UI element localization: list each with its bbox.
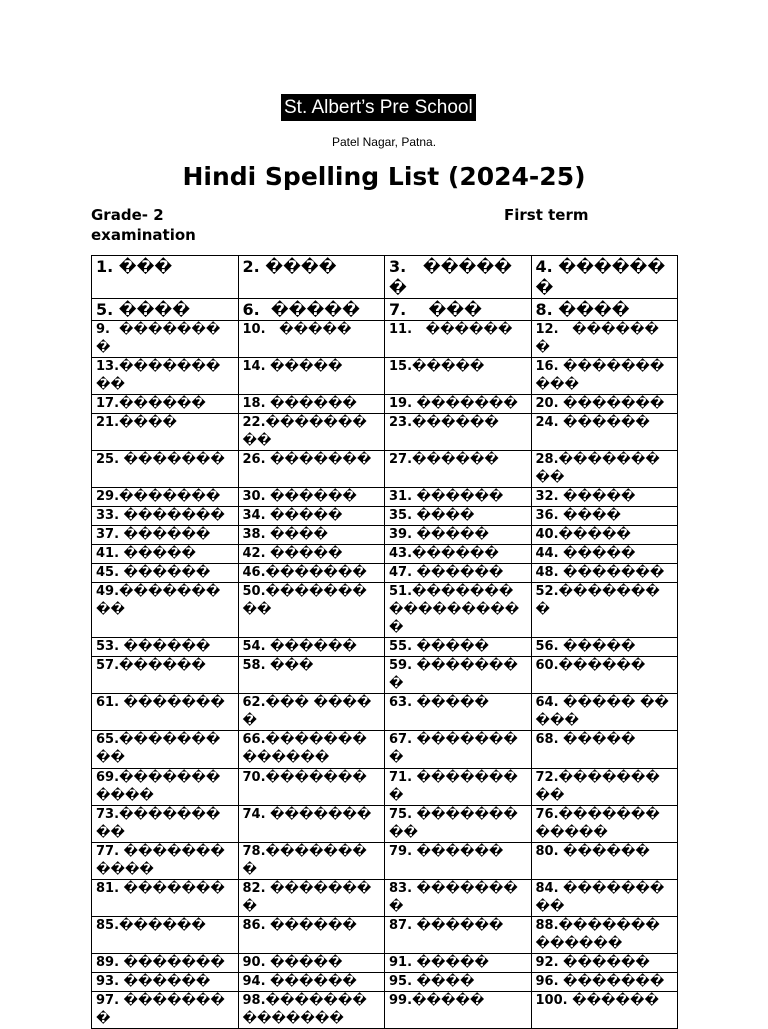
spelling-word-cell: 51.����������������� xyxy=(385,583,532,638)
spelling-word-cell: 95. ���� xyxy=(385,973,532,992)
spelling-word-cell: 57.������ xyxy=(92,657,239,694)
spelling-word-cell: 56. ����� xyxy=(531,638,678,657)
spelling-word-cell: 67. �������� xyxy=(385,731,532,769)
spelling-word-cell: 74. ������� xyxy=(238,806,385,843)
spelling-word-cell: 86. ������ xyxy=(238,917,385,954)
table-row xyxy=(92,256,678,299)
spelling-word-cell: 13.��������� xyxy=(92,358,239,395)
spelling-word-cell: 91. ����� xyxy=(385,954,532,973)
spelling-word-cell: 87. ������ xyxy=(385,917,532,954)
table-row xyxy=(92,583,678,638)
spelling-word-cell: 53. ������ xyxy=(92,638,239,657)
table-row xyxy=(92,321,678,358)
spelling-word-cell: 15.����� xyxy=(385,358,532,395)
table-row xyxy=(92,731,678,769)
spelling-word-cell: 38. ���� xyxy=(238,526,385,545)
table-row xyxy=(92,358,678,395)
spelling-word-cell: 77. ����������� xyxy=(92,843,239,880)
spelling-word-cell: 39. ����� xyxy=(385,526,532,545)
spelling-word-cell: 62.��� ����� xyxy=(238,694,385,731)
spelling-word-cell: 25. ������� xyxy=(92,451,239,488)
spelling-word-cell: 97. �������� xyxy=(92,992,239,1029)
spelling-word-cell: 32. ����� xyxy=(531,488,678,507)
table-row xyxy=(92,451,678,488)
spelling-word-cell: 71. �������� xyxy=(385,769,532,806)
table-row xyxy=(92,638,678,657)
spelling-word-cell: 43.������ xyxy=(385,545,532,564)
spelling-word-cell: 35. ���� xyxy=(385,507,532,526)
table-row xyxy=(92,564,678,583)
spelling-word-cell: 68. ����� xyxy=(531,731,678,769)
spelling-word-cell: 60.������ xyxy=(531,657,678,694)
spelling-word-cell: 98.�������������� xyxy=(238,992,385,1029)
spelling-word-cell: 17.������ xyxy=(92,395,239,414)
spelling-word-cell: 34. ����� xyxy=(238,507,385,526)
spelling-word-cell: 42. ����� xyxy=(238,545,385,564)
spelling-word-cell: 80. ������ xyxy=(531,843,678,880)
spelling-word-cell: 46.������� xyxy=(238,564,385,583)
spelling-word-cell: 81. ������� xyxy=(92,880,239,917)
spelling-word-cell: 54. ������ xyxy=(238,638,385,657)
table-row xyxy=(92,917,678,954)
spelling-word-cell: 48. ������� xyxy=(531,564,678,583)
page-title: Hindi Spelling List (2024-25) xyxy=(182,162,586,191)
spelling-word-cell: 3. ������ xyxy=(385,256,532,299)
spelling-word-cell: 18. ������ xyxy=(238,395,385,414)
spelling-word-cell: 37. ������ xyxy=(92,526,239,545)
spelling-word-cell: 78.�������� xyxy=(238,843,385,880)
spelling-word-cell: 31. ������ xyxy=(385,488,532,507)
spelling-word-cell: 76.������������ xyxy=(531,806,678,843)
spelling-word-cell: 82. �������� xyxy=(238,880,385,917)
spelling-word-cell: 20. ������� xyxy=(531,395,678,414)
spelling-word-cell: 59. �������� xyxy=(385,657,532,694)
spelling-word-cell: 93. ������ xyxy=(92,973,239,992)
spelling-word-cell: 63. ����� xyxy=(385,694,532,731)
table-row xyxy=(92,526,678,545)
term-label: First term xyxy=(504,206,589,224)
spelling-word-cell: 69.����������� xyxy=(92,769,239,806)
spelling-word-cell: 55. ����� xyxy=(385,638,532,657)
spelling-table xyxy=(91,255,678,1029)
spelling-word-cell: 61. ������� xyxy=(92,694,239,731)
table-row xyxy=(92,769,678,806)
spelling-word-cell: 10. ����� xyxy=(238,321,385,358)
spelling-word-cell: 26. ������� xyxy=(238,451,385,488)
spelling-table-body xyxy=(92,256,678,1029)
spelling-word-cell: 19. ������� xyxy=(385,395,532,414)
spelling-word-cell: 7. ��� xyxy=(385,299,532,321)
table-row xyxy=(92,954,678,973)
table-row xyxy=(92,973,678,992)
spelling-word-cell: 1. ��� xyxy=(92,256,239,299)
table-row xyxy=(92,843,678,880)
spelling-word-cell: 5. ���� xyxy=(92,299,239,321)
spelling-word-cell: 36. ���� xyxy=(531,507,678,526)
spelling-word-cell: 92. ������ xyxy=(531,954,678,973)
spelling-word-cell: 12. ������� xyxy=(531,321,678,358)
spelling-word-cell: 66.������������� xyxy=(238,731,385,769)
spelling-word-cell: 88.������������� xyxy=(531,917,678,954)
spelling-word-cell: 83. �������� xyxy=(385,880,532,917)
spelling-word-cell: 47. ������ xyxy=(385,564,532,583)
spelling-word-cell: 29.������� xyxy=(92,488,239,507)
spelling-word-cell: 75. ��������� xyxy=(385,806,532,843)
table-row xyxy=(92,992,678,1029)
spelling-word-cell: 96. ������� xyxy=(531,973,678,992)
spelling-word-cell: 16. ���������� xyxy=(531,358,678,395)
spelling-word-cell: 6. ����� xyxy=(238,299,385,321)
spelling-word-cell: 52.�������� xyxy=(531,583,678,638)
spelling-word-cell: 24. ������ xyxy=(531,414,678,451)
school-name-banner: St. Albert’s Pre School xyxy=(281,94,476,121)
examination-label: examination xyxy=(91,226,196,244)
spelling-word-cell: 21.���� xyxy=(92,414,239,451)
spelling-word-cell: 9. �������� xyxy=(92,321,239,358)
table-row xyxy=(92,395,678,414)
spelling-word-cell: 72.��������� xyxy=(531,769,678,806)
table-row xyxy=(92,414,678,451)
table-row xyxy=(92,657,678,694)
spelling-word-cell: 49.��������� xyxy=(92,583,239,638)
table-row xyxy=(92,880,678,917)
spelling-word-cell: 99.����� xyxy=(385,992,532,1029)
spelling-word-cell: 85.������ xyxy=(92,917,239,954)
spelling-word-cell: 65.��������� xyxy=(92,731,239,769)
spelling-word-cell: 14. ����� xyxy=(238,358,385,395)
spelling-word-cell: 100. ������ xyxy=(531,992,678,1029)
table-row xyxy=(92,507,678,526)
spelling-word-cell: 73.��������� xyxy=(92,806,239,843)
spelling-word-cell: 90. ����� xyxy=(238,954,385,973)
spelling-word-cell: 2. ���� xyxy=(238,256,385,299)
spelling-word-cell: 50.��������� xyxy=(238,583,385,638)
table-row xyxy=(92,545,678,564)
spelling-word-cell: 70.������� xyxy=(238,769,385,806)
school-address: Patel Nagar, Patna. xyxy=(331,135,437,149)
grade-label: Grade- 2 xyxy=(91,206,164,224)
spelling-word-cell: 33. ������� xyxy=(92,507,239,526)
spelling-word-cell: 11. ������ xyxy=(385,321,532,358)
spelling-word-cell: 4. ������� xyxy=(531,256,678,299)
spelling-word-cell: 8. ���� xyxy=(531,299,678,321)
spelling-word-cell: 45. ������ xyxy=(92,564,239,583)
spelling-word-cell: 27.������ xyxy=(385,451,532,488)
spelling-word-cell: 30. ������ xyxy=(238,488,385,507)
table-row xyxy=(92,488,678,507)
spelling-word-cell: 22.��������� xyxy=(238,414,385,451)
spelling-word-cell: 58. ��� xyxy=(238,657,385,694)
spelling-word-cell: 40.����� xyxy=(531,526,678,545)
spelling-word-cell: 41. ����� xyxy=(92,545,239,564)
spelling-word-cell: 94. ������ xyxy=(238,973,385,992)
table-row xyxy=(92,806,678,843)
spelling-word-cell: 79. ������ xyxy=(385,843,532,880)
spelling-word-cell: 23.������ xyxy=(385,414,532,451)
table-row xyxy=(92,694,678,731)
spelling-word-cell: 84. ��������� xyxy=(531,880,678,917)
spelling-word-cell: 89. ������� xyxy=(92,954,239,973)
table-row xyxy=(92,299,678,321)
spelling-word-cell: 44. ����� xyxy=(531,545,678,564)
spelling-word-cell: 64. ����� ����� xyxy=(531,694,678,731)
spelling-word-cell: 28.��������� xyxy=(531,451,678,488)
